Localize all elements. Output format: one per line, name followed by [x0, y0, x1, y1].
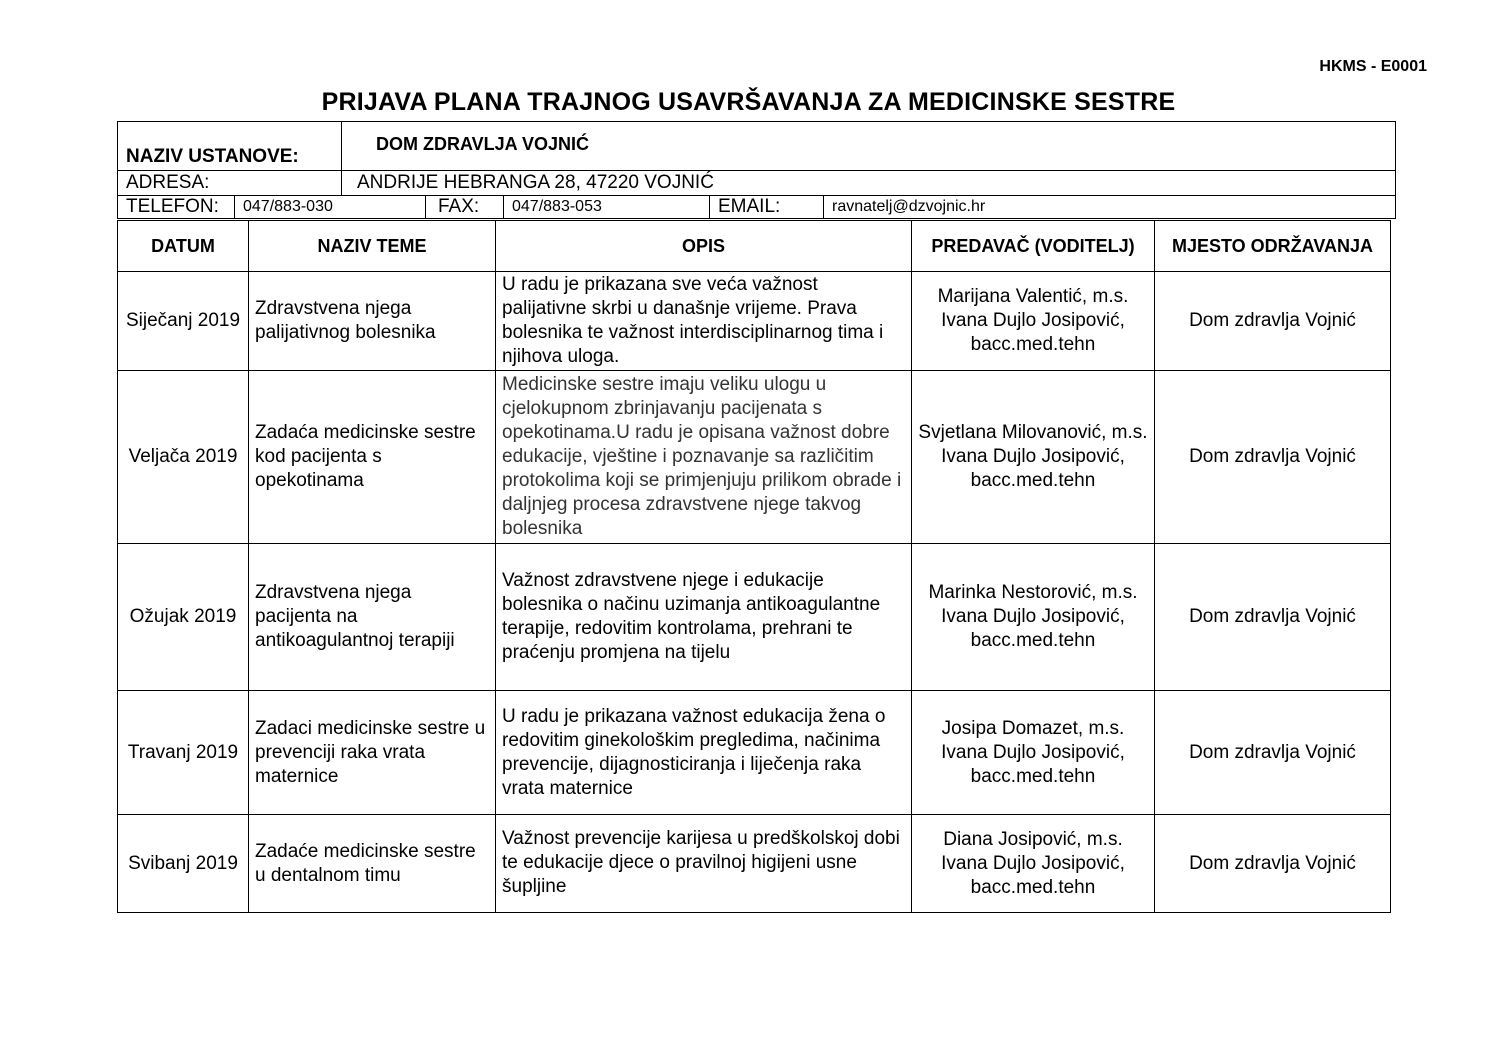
- contact-row: [118, 196, 1395, 219]
- phone-label: TELEFON:: [118, 196, 235, 218]
- cell-place: Dom zdravlja Vojnić: [1155, 815, 1391, 913]
- cell-date: Svibanj 2019: [118, 815, 249, 913]
- table-row: [118, 371, 1391, 544]
- table-row: [118, 691, 1391, 815]
- page-title: PRIJAVA PLANA TRAJNOG USAVRŠAVANJA ZA MEDICINSKE SESTRE: [321, 88, 1176, 116]
- cell-date: Veljača 2019: [118, 371, 249, 544]
- header-lecturer: PREDAVAČ (VODITELJ): [912, 221, 1155, 272]
- header-date: DATUM: [118, 221, 249, 272]
- cell-date: Siječanj 2019: [118, 272, 249, 371]
- cell-topic: Zadaće medicinske sestre u dentalnom timu: [249, 815, 496, 913]
- cell-lecturer: Josipa Domazet, m.s. Ivana Dujlo Josipović, bacc.med.tehn: [912, 691, 1155, 815]
- cell-lecturer: Marinka Nestorović, m.s. Ivana Dujlo Josipović, bacc.med.tehn: [912, 544, 1155, 691]
- cell-description: Medicinske sestre imaju veliku ulogu u cjelokupnom zbrinjavanju pacijenata s opekotinama.U radu je opisana važnost dobre edukacije, vještine i poznavanje sa različitim protokolima koji se primjenjuju prilikom obrade i daljnjeg procesa zdravstvene njege takvog bolesnika: [496, 371, 912, 544]
- cell-lecturer: Diana Josipović, m.s. Ivana Dujlo Josipović, bacc.med.tehn: [912, 815, 1155, 913]
- phone-value: 047/883-030: [235, 196, 426, 218]
- fax-label: FAX:: [426, 196, 504, 218]
- institution-name-row: [118, 122, 1395, 171]
- cell-description: U radu je prikazana važnost edukacija žena o redovitim ginekološkim pregledima, načinima prevencije, dijagnosticiranja i liječenja raka vrata maternice: [496, 691, 912, 815]
- table-row: [118, 544, 1391, 691]
- institution-name-label: NAZIV USTANOVE:: [118, 122, 342, 170]
- cell-place: Dom zdravlja Vojnić: [1155, 272, 1391, 371]
- cell-topic: Zadaci medicinske sestre u prevenciji raka vrata maternice: [249, 691, 496, 815]
- table-row: [118, 815, 1391, 913]
- cell-lecturer: Svjetlana Milovanović, m.s. Ivana Dujlo Josipović, bacc.med.tehn: [912, 371, 1155, 544]
- cell-date: Ožujak 2019: [118, 544, 249, 691]
- form-code: HKMS - E0001: [1319, 58, 1427, 75]
- header-topic: NAZIV TEME: [249, 221, 496, 272]
- address-label: ADRESA:: [118, 171, 342, 195]
- cell-place: Dom zdravlja Vojnić: [1155, 371, 1391, 544]
- cell-description: Važnost zdravstvene njege i edukacije bolesnika o načinu uzimanja antikoagulantne terapije, redovitim kontrolama, prehrani te praćenju promjena na tijelu: [496, 544, 912, 691]
- cell-topic: Zdravstvena njega palijativnog bolesnika: [249, 272, 496, 371]
- cell-date: Travanj 2019: [118, 691, 249, 815]
- cell-description: U radu je prikazana sve veća važnost palijativne skrbi u današnje vrijeme. Prava bolesnika te važnost interdisciplinarnog tima i njihova uloga.: [496, 272, 912, 371]
- table-row: [118, 272, 1391, 371]
- institution-info: [117, 121, 1396, 219]
- cell-place: Dom zdravlja Vojnić: [1155, 544, 1391, 691]
- cell-lecturer: Marijana Valentić, m.s. Ivana Dujlo Josipović, bacc.med.tehn: [912, 272, 1155, 371]
- address-value: ANDRIJE HEBRANGA 28, 47220 VOJNIĆ: [357, 172, 714, 193]
- fax-value: 047/883-053: [504, 196, 710, 218]
- cell-topic: Zdravstvena njega pacijenta na antikoagulantnoj terapiji: [249, 544, 496, 691]
- institution-name-value: DOM ZDRAVLJA VOJNIĆ: [376, 134, 590, 154]
- education-plan-table: [117, 220, 1391, 913]
- cell-description: Važnost prevencije karijesa u predškolskoj dobi te edukacije djece o pravilnoj higijeni usne šupljine: [496, 815, 912, 913]
- email-label: EMAIL:: [710, 196, 824, 218]
- table-header-row: [118, 221, 1391, 272]
- cell-topic: Zadaća medicinske sestre kod pacijenta s opekotinama: [249, 371, 496, 544]
- address-row: [118, 171, 1395, 196]
- header-place: MJESTO ODRŽAVANJA: [1155, 221, 1391, 272]
- cell-place: Dom zdravlja Vojnić: [1155, 691, 1391, 815]
- header-description: OPIS: [496, 221, 912, 272]
- email-value: ravnatelj@dzvojnic.hr: [832, 198, 986, 215]
